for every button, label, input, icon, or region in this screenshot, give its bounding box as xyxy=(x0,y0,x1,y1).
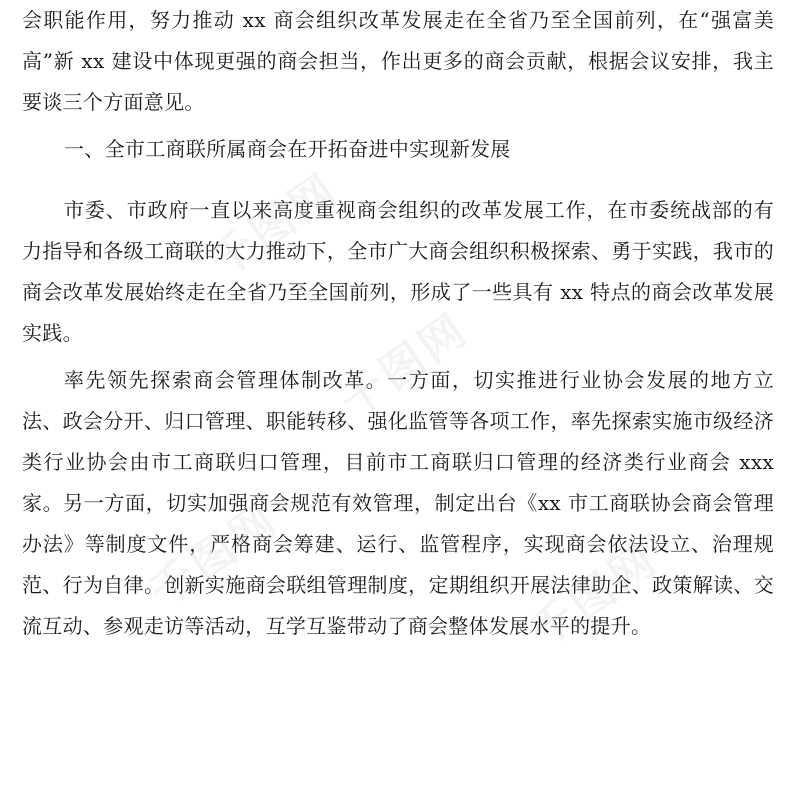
intro-paragraph: 会职能作用，努力推动 xx 商会组织改革发展走在全省乃至全国前列，在“强富美高”新 xx 建设中体现更强的商会担当，作出更多的商会贡献，根据会议安排，我主要谈三个方面意见。 xyxy=(22,8,774,114)
watermark: 千图网 xyxy=(330,303,479,428)
watermark: 千图网 xyxy=(200,163,349,288)
body-paragraph-1: 市委、市政府一直以来高度重视商会组织的改革发展工作，在市委统战部的有力指导和各级工商联的大力推动下，全市广大商会组织积极探索、勇于实践，我市的商会改革发展始终走在全省乃至全国前列，形成了一些具有 xx 特点的商会改革发展实践。 xyxy=(22,198,774,345)
body-paragraph-2: 率先领先探索商会管理体制改革。一方面，切实推进行业协会发展的地方立法、政会分开、归口管理、职能转移、强化监管等各项工作，率先探索实施市级经济类行业协会由市工商联归口管理，目前市工商联归口管理的经济类行业商会 xxx 家。另一方面，切实加强商会规范有效管理，制定出台《xx 市工商联协会商会管理办法》等制度文件，严格商会筹建、运行、监管程序，实现商会依法设立、治理规范、行为自律。创新实施商会联组管理制度，定期组织开展法律助企、政策解读、交流互动、参观走访等活动，互学互鉴带动了商会整体发展水平的提升。 xyxy=(22,368,774,638)
section-heading: 一、全市工商联所属商会在开拓奋进中实现新发展 xyxy=(64,137,511,161)
watermark: 千图网 xyxy=(520,533,669,658)
watermark: 千图网 xyxy=(140,493,289,618)
